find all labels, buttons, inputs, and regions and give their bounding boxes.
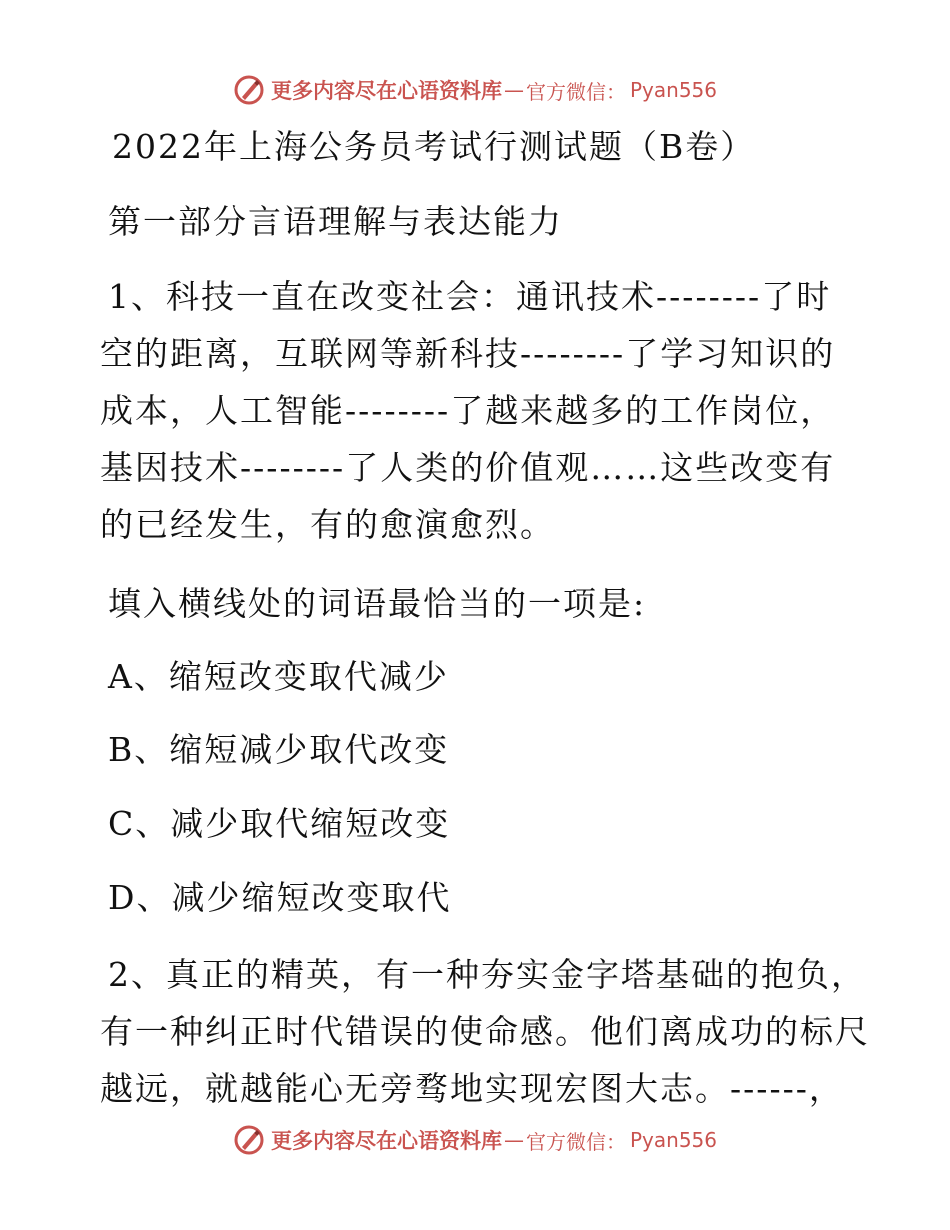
q1-line-4: 基因技术--------了人类的价值观……这些改变有 <box>100 448 836 487</box>
footer-watermark <box>0 1122 950 1158</box>
watermark-wechat-id: Pyan556 <box>629 78 717 102</box>
q1-prompt: 填入横线处的词语最恰当的一项是: <box>108 584 647 623</box>
q2-line-1: 2、真正的精英，有一种夯实金字塔基础的抱负， <box>108 955 866 994</box>
watermark-wechat-label: 官方微信： <box>525 79 626 104</box>
q1-line-2: 空的距离，互联网等新科技--------了学习知识的 <box>100 334 836 373</box>
q2-line-3: 越远，就越能心无旁骛地实现宏图大志。------， <box>100 1069 844 1108</box>
watermark-text: 更多内容尽在心语资料库 <box>270 1129 502 1153</box>
q1-option-c: C、减少取代缩短改变 <box>108 804 451 843</box>
q1-option-a: A、缩短改变取代减少 <box>108 657 449 696</box>
section-heading: 第一部分言语理解与表达能力 <box>108 202 563 241</box>
q1-line-3: 成本，人工智能--------了越来越多的工作岗位， <box>100 391 836 430</box>
document-title: 2022年上海公务员考试行测试题（B卷） <box>112 127 756 166</box>
q1-line-5: 的已经发生，有的愈演愈烈。 <box>100 505 555 544</box>
q1-option-b: B、缩短减少取代改变 <box>108 730 450 769</box>
q1-line-1: 1、科技一直在改变社会：通讯技术--------了时 <box>108 277 832 316</box>
q1-option-d: D、减少缩短改变取代 <box>108 878 452 917</box>
pen-logo-icon <box>233 1124 265 1156</box>
watermark-dash: — <box>503 78 524 102</box>
watermark-wechat-id: Pyan556 <box>629 1128 717 1152</box>
header-watermark <box>0 72 950 108</box>
watermark-text: 更多内容尽在心语资料库 <box>270 79 502 103</box>
q2-line-2: 有一种纠正时代错误的使命感。他们离成功的标尺 <box>100 1012 870 1051</box>
watermark-dash: — <box>503 1128 524 1152</box>
watermark-wechat-label: 官方微信： <box>525 1129 626 1154</box>
pen-logo-icon <box>233 74 265 106</box>
